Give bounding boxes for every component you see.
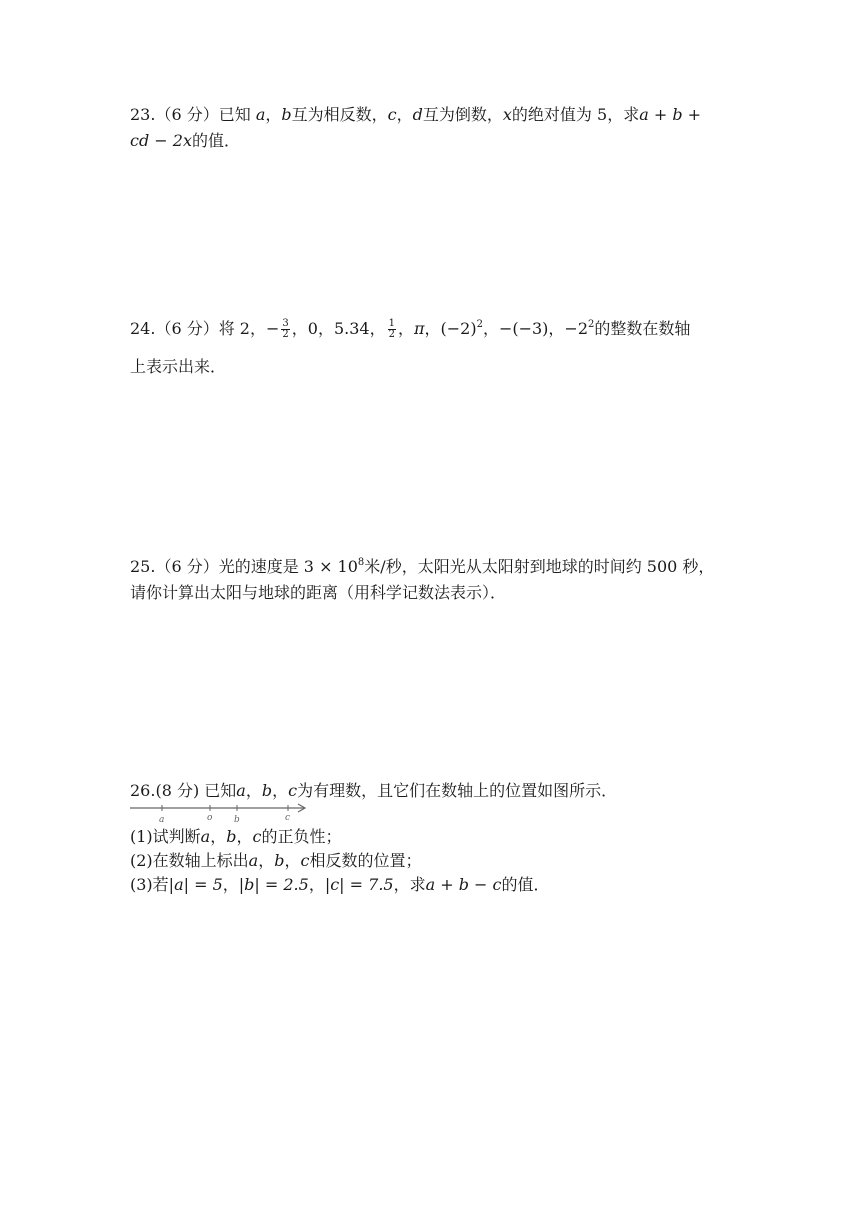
q23-line2: cd − 2x的值． xyxy=(130,131,240,150)
q25-line2: 请你计算出太阳与地球的距离（用科学记数法表示）． xyxy=(130,583,507,602)
q24-line1: 24.（6 分）将 2，− $\frac{3}{2}$ ，0，5.34， $\frac{1}{2}$ ，π，$(-2)^2$，−(−3)，$-2^2$的整数在数轴 xyxy=(130,318,691,340)
q26-sub1: (1)试判断a，b，c的正负性； xyxy=(130,827,342,846)
q26-line1: 26.(8 分) 已知a，b，c为有理数，且它们在数轴上的位置如图所示． xyxy=(130,781,618,800)
label-b: b xyxy=(234,815,240,825)
label-c: c xyxy=(285,813,291,823)
fraction-three-halves: $\frac{3}{2}$ xyxy=(282,318,289,340)
fraction-one-half: $\frac{1}{2}$ xyxy=(388,318,395,340)
number-line-figure xyxy=(128,800,313,826)
q26-sub3: (3)若|a| = 5，|b| = 2.5，|c| = 7.5，求a + b − c的值． xyxy=(130,875,550,894)
q25-line1: 25.（6 分）光的速度是 $3 \times 10^8$米/秒，太阳光从太阳射到地球的时间约 500 秒， xyxy=(130,557,715,576)
q23-line1: 23.（6 分）已知 a，b互为相反数，c，d互为倒数，x的绝对值为 5，求a + b + xyxy=(130,105,702,124)
q24-line2: 上表示出来． xyxy=(130,357,227,376)
label-a: a xyxy=(159,815,165,825)
q26-sub2: (2)在数轴上标出a，b，c相反数的位置； xyxy=(130,851,422,870)
label-o: o xyxy=(207,813,213,823)
